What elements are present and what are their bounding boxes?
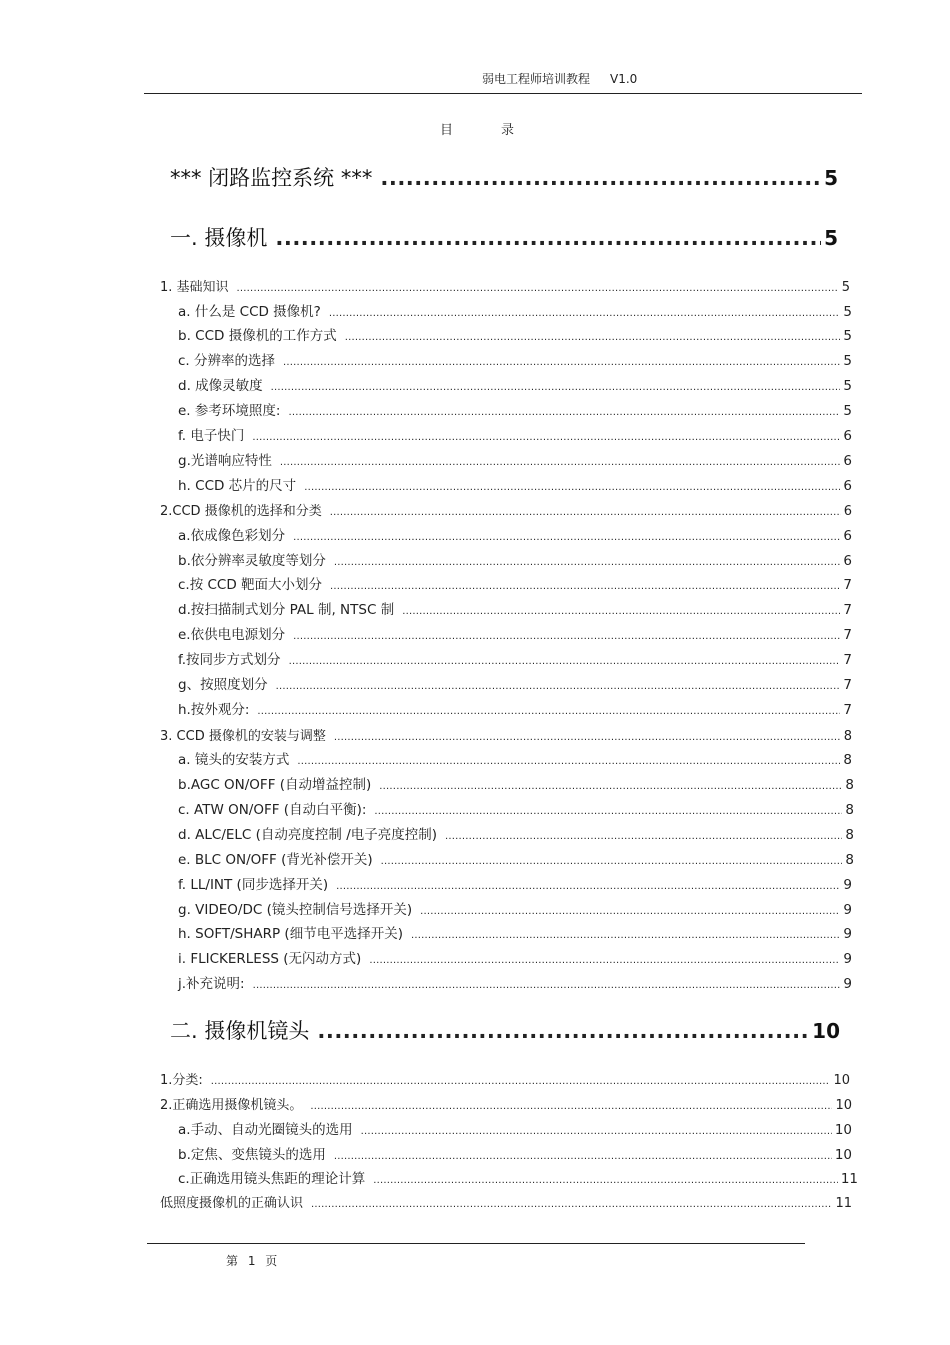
toc-entry-label: *** 闭路监控系统 ***	[170, 166, 373, 190]
toc-entry-label: b. CCD 摄像机的工作方式	[178, 328, 337, 344]
toc-entry-label: f. LL/INT (同步选择开关)	[178, 877, 329, 893]
toc-page-number: 8	[843, 752, 852, 768]
toc-entry-label: c.正确选用镜头焦距的理论计算	[178, 1171, 366, 1187]
toc-entry-subsection[interactable]	[178, 374, 852, 394]
toc-leader	[276, 681, 841, 692]
toc-page-number: 6	[843, 428, 852, 444]
toc-entry-subsection[interactable]	[178, 848, 854, 868]
toc-entry-subsection[interactable]	[178, 324, 852, 344]
toc-page-number: 6	[843, 453, 852, 469]
toc-page-number: 5	[843, 378, 852, 394]
toc-entry-label: e.依供电电源划分	[178, 627, 286, 643]
toc-entry-label: 1. 基础知识	[160, 280, 229, 295]
toc-leader	[380, 166, 821, 190]
toc-leader	[334, 557, 841, 568]
toc-page-number: 5	[843, 403, 852, 419]
toc-entry-label: h. CCD 芯片的尺寸	[178, 478, 297, 494]
toc-entry-label: a.手动、自动光圈镜头的选用	[178, 1122, 353, 1138]
toc-entry-subsection[interactable]	[178, 1143, 852, 1163]
toc-entry-label: 一. 摄像机	[170, 226, 268, 250]
page-header	[482, 70, 637, 87]
toc-entry-subsection[interactable]	[178, 798, 854, 818]
toc-entry-label: 二. 摄像机镜头	[170, 1019, 310, 1043]
toc-page-number: 7	[843, 602, 852, 618]
toc-leader	[304, 482, 840, 493]
toc-leader	[369, 955, 840, 966]
toc-page-number: 10	[833, 1073, 850, 1088]
toc-entry-label: b.依分辨率灵敏度等划分	[178, 553, 326, 569]
toc-entry-chapter[interactable]	[170, 162, 838, 192]
toc-entry-subsection[interactable]	[178, 1118, 852, 1138]
toc-page-number: 9	[843, 951, 852, 967]
toc-page-number: 9	[843, 902, 852, 918]
toc-page-number: 7	[843, 702, 852, 718]
toc-entry-label: i. FLICKERLESS (无闪动方式)	[178, 951, 362, 967]
toc-entry-label: c. 分辨率的选择	[178, 353, 276, 369]
toc-page-number: 9	[843, 926, 852, 942]
toc-page-number: 5	[843, 328, 852, 344]
toc-leader	[374, 806, 842, 817]
toc-leader	[379, 781, 842, 792]
toc-entry-section[interactable]	[160, 725, 852, 744]
toc-page-number: 6	[843, 504, 852, 519]
toc-page-number: 9	[843, 976, 852, 992]
toc-entry-label: a. 镜头的安装方式	[178, 752, 290, 768]
toc-entry-label: b.定焦、变焦镜头的选用	[178, 1147, 326, 1163]
toc-entry-subsection[interactable]	[178, 598, 852, 618]
toc-entry-label: j.补充说明:	[178, 976, 245, 992]
toc-entry-section[interactable]	[160, 276, 850, 295]
toc-entry-label: 2.正确选用摄像机镜头。	[160, 1098, 303, 1113]
toc-entry-label: c.按 CCD 靶面大小划分	[178, 577, 323, 593]
toc-entry-label: g.光谱响应特性	[178, 453, 272, 469]
toc-leader	[293, 631, 840, 642]
toc-leader	[289, 656, 841, 667]
toc-page-number: 10	[812, 1019, 840, 1043]
toc-entry-subsection[interactable]	[178, 623, 852, 643]
toc-leader	[211, 1076, 831, 1087]
toc-entry-label: g. VIDEO/DC (镜头控制信号选择开关)	[178, 902, 413, 918]
toc-page-number: 8	[845, 852, 854, 868]
toc-title: 目录	[440, 123, 563, 138]
header-divider	[144, 93, 862, 94]
toc-entry-subsection[interactable]	[178, 399, 852, 419]
toc-entry-chapter[interactable]	[170, 222, 838, 252]
toc-entry-subsection[interactable]	[178, 698, 852, 718]
toc-entry-label: d.按扫描制式划分 PAL 制, NTSC 制	[178, 602, 395, 618]
toc-leader	[310, 1101, 832, 1112]
toc-entry-subsection[interactable]	[178, 424, 852, 444]
toc-page-number: 10	[834, 1122, 852, 1138]
toc-entry-label: f.按同步方式划分	[178, 652, 281, 668]
toc-entry-label: 3. CCD 摄像机的安装与调整	[160, 729, 326, 744]
toc-leader	[411, 930, 840, 941]
toc-entry-label: a. 什么是 CCD 摄像机?	[178, 304, 321, 320]
toc-leader	[283, 357, 840, 368]
toc-leader	[280, 457, 841, 468]
toc-page-number: 5	[824, 166, 838, 190]
toc-page-number: 6	[843, 553, 852, 569]
toc-entry-subsection[interactable]	[178, 349, 852, 369]
toc-entry-subsection[interactable]	[178, 873, 852, 893]
toc-page-number: 8	[845, 802, 854, 818]
toc-entry-label: a.依成像色彩划分	[178, 528, 286, 544]
toc-entry-label: d. 成像灵敏度	[178, 378, 263, 394]
toc-entry-subsection[interactable]	[178, 474, 852, 494]
toc-leader	[334, 1151, 832, 1162]
toc-leader	[361, 1126, 832, 1137]
toc-leader	[253, 980, 841, 991]
toc-entry-subsection[interactable]	[178, 823, 854, 843]
toc-page-number: 8	[843, 729, 852, 744]
toc-page-number: 11	[840, 1171, 858, 1187]
toc-page-number: 5	[824, 226, 838, 250]
toc-entry-label: e. BLC ON/OFF (背光补偿开关)	[178, 852, 373, 868]
toc-page-number: 6	[843, 478, 852, 494]
footer-divider	[147, 1243, 805, 1244]
toc-page-number: 7	[843, 627, 852, 643]
toc-page-number: 5	[841, 280, 850, 295]
toc-leader	[297, 756, 840, 767]
toc-leader	[252, 432, 840, 443]
toc-entry-label: e. 参考环境照度:	[178, 403, 281, 419]
toc-entry-label: f. 电子快门	[178, 428, 245, 444]
toc-entry-section[interactable]	[160, 1192, 852, 1211]
toc-entry-label: b.AGC ON/OFF (自动增益控制)	[178, 777, 372, 793]
toc-page-number: 7	[843, 652, 852, 668]
toc-leader	[334, 732, 841, 743]
toc-entry-subsection[interactable]	[178, 748, 852, 768]
toc-entry-subsection[interactable]	[178, 300, 852, 320]
toc-page-number: 5	[843, 304, 852, 320]
toc-entry-chapter[interactable]	[170, 1015, 840, 1045]
toc-page-number: 7	[843, 677, 852, 693]
toc-page-number: 10	[834, 1147, 852, 1163]
toc-entry-label: h. SOFT/SHARP (细节电平选择开关)	[178, 926, 403, 942]
toc-page-number: 7	[843, 577, 852, 593]
toc-leader	[311, 1199, 832, 1210]
toc-leader	[257, 706, 840, 717]
toc-entry-subsection[interactable]	[178, 449, 852, 469]
toc-entry-label: 低照度摄像机的正确认识	[160, 1196, 304, 1211]
toc-entry-subsection[interactable]	[178, 648, 852, 668]
toc-entry-label: g、按照度划分	[178, 677, 268, 693]
toc-leader	[293, 532, 840, 543]
toc-entry-subsection[interactable]	[178, 922, 852, 942]
toc-leader	[445, 831, 842, 842]
toc-leader	[420, 906, 840, 917]
toc-leader	[237, 283, 839, 294]
toc-entry-label: 2.CCD 摄像机的选择和分类	[160, 504, 322, 519]
toc-page-number: 5	[843, 353, 852, 369]
toc-leader	[373, 1175, 838, 1186]
toc-page-number: 6	[843, 528, 852, 544]
toc-entry-subsection[interactable]	[178, 573, 852, 593]
toc-leader	[381, 856, 843, 867]
toc-entry-subsection[interactable]	[178, 673, 852, 693]
toc-page-number: 9	[843, 877, 852, 893]
header-version: V1.0	[610, 72, 638, 86]
toc-entry-section[interactable]	[160, 500, 852, 519]
page-number-footer: 第 1 页	[226, 1254, 278, 1268]
toc-entry-subsection[interactable]	[178, 898, 852, 918]
toc-page-number: 8	[845, 827, 854, 843]
toc-leader	[402, 606, 840, 617]
toc-entry-label: 1.分类:	[160, 1073, 203, 1088]
toc-leader	[317, 1019, 809, 1043]
toc-entry-label: h.按外观分:	[178, 702, 250, 718]
toc-entry-subsection[interactable]	[178, 947, 852, 967]
toc-entry-label: c. ATW ON/OFF (自动白平衡):	[178, 802, 367, 818]
toc-leader	[275, 226, 821, 250]
toc-leader	[336, 881, 840, 892]
toc-entry-subsection[interactable]	[178, 549, 852, 569]
toc-leader	[288, 407, 840, 418]
toc-entry-section[interactable]	[160, 1094, 852, 1113]
toc-page-number: 10	[835, 1098, 852, 1113]
toc-entry-label: d. ALC/ELC (自动亮度控制 /电子亮度控制)	[178, 827, 438, 843]
toc-entry-section[interactable]	[160, 1069, 850, 1088]
toc-entry-subsection[interactable]	[178, 773, 854, 793]
toc-page-number: 8	[845, 777, 854, 793]
toc-leader	[330, 507, 841, 518]
toc-entry-subsection[interactable]	[178, 972, 852, 992]
toc-leader	[330, 581, 840, 592]
toc-entry-subsection[interactable]	[178, 1167, 858, 1187]
toc-leader	[345, 332, 841, 343]
toc-entry-subsection[interactable]	[178, 524, 852, 544]
header-title: 弱电工程师培训教程	[482, 72, 591, 86]
toc-leader	[271, 382, 841, 393]
toc-page-number: 11	[835, 1196, 852, 1211]
toc-leader	[329, 308, 841, 319]
